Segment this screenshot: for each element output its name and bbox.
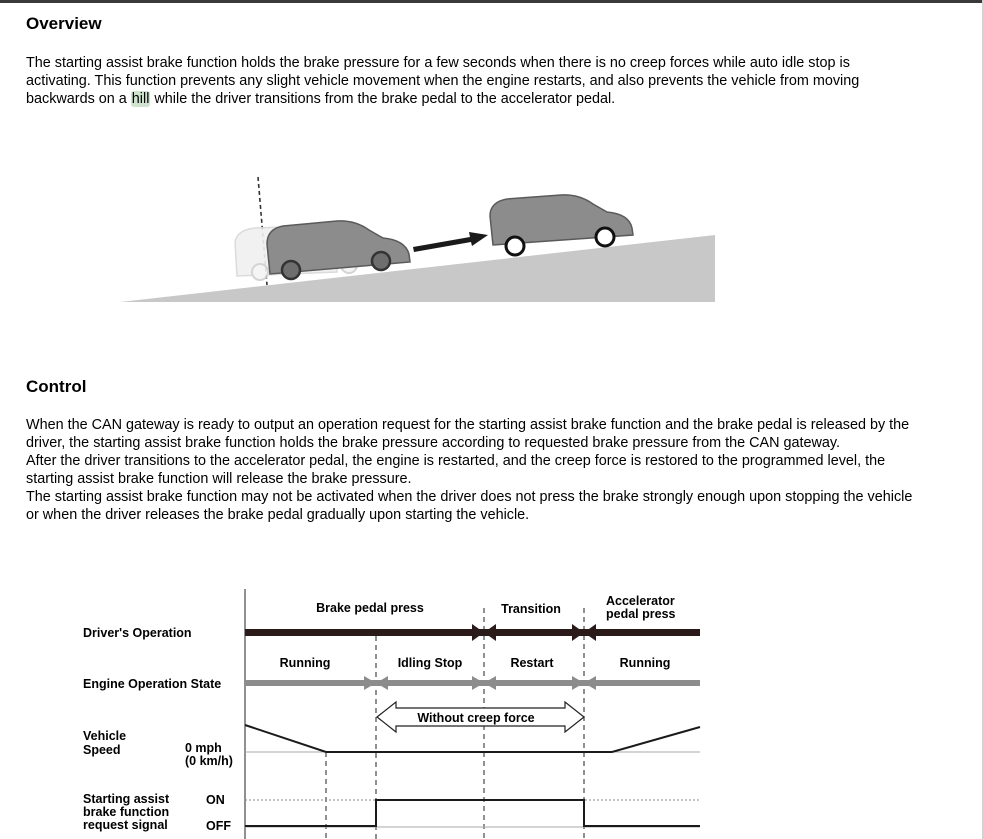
row-label-drivers-operation: Driver's Operation bbox=[83, 626, 192, 640]
zero-kmh-label: (0 km/h) bbox=[185, 754, 233, 768]
driver-arrowhead bbox=[484, 624, 496, 641]
row-label-engine-state: Engine Operation State bbox=[83, 677, 222, 691]
engine-arrowhead bbox=[364, 676, 376, 690]
slope bbox=[120, 235, 715, 302]
control-text bbox=[26, 416, 916, 524]
overview-text bbox=[26, 54, 916, 108]
top-border bbox=[0, 0, 983, 3]
driver-arrowhead bbox=[472, 624, 484, 641]
engine-arrowhead bbox=[376, 676, 388, 690]
hill-illustration bbox=[115, 172, 725, 307]
overview-heading: Overview bbox=[26, 14, 102, 33]
timing-chart bbox=[0, 585, 983, 839]
control-paragraph: The starting assist brake function may not be activated when the driver does not press the brake strongly enough upon stopping the vehicle or when the driver releases the brake pedal gradually upon starting the vehicle. bbox=[26, 489, 913, 523]
engine-arrowhead bbox=[484, 676, 496, 690]
driver-arrowhead bbox=[584, 624, 596, 641]
zero-mph-label: 0 mph bbox=[185, 741, 222, 755]
control-paragraph: After the driver transitions to the accelerator pedal, the engine is restarted, and the creep force is restored to the programmed level, the starting assist brake function will release the brake pressure. bbox=[26, 453, 886, 487]
row-label-request-signal: request signal bbox=[83, 818, 168, 832]
signal-off-label: OFF bbox=[206, 819, 231, 833]
signal-on-label: ON bbox=[206, 793, 225, 807]
row-label-vehicle-speed: Vehicle bbox=[83, 729, 127, 743]
forward-arrow bbox=[413, 232, 488, 252]
engine-state-running: Running bbox=[279, 656, 331, 670]
driver-arrowhead bbox=[572, 624, 584, 641]
phase-label-transition: Transition bbox=[501, 602, 561, 616]
control-paragraph: When the CAN gateway is ready to output an operation request for the starting assist brake function and the brake pedal is released by the driver, the starting assist brake function holds the brake pressure according to requested brake pressure from the CAN gateway. bbox=[26, 417, 910, 451]
speed-line bbox=[245, 725, 700, 752]
row-label-vehicle-speed: Speed bbox=[83, 743, 121, 757]
highlighted-word: hill bbox=[131, 91, 150, 107]
phase-label-accelerator: Accelerator bbox=[606, 594, 675, 608]
overview-text-part1: The starting assist brake function holds the brake pressure for a few seconds when there is no creep forces while auto idle stop is activating. This function prevents any slight vehicle movement when the engine restarts, and also prevents the vehicle from moving backwards on a bbox=[26, 55, 860, 107]
engine-state-running: Running bbox=[619, 656, 671, 670]
engine-state-idling-stop: Idling Stop bbox=[397, 656, 463, 670]
control-heading: Control bbox=[26, 377, 87, 396]
engine-state-restart: Restart bbox=[510, 656, 554, 670]
overview-text-part2: while the driver transitions from the brake pedal to the accelerator pedal. bbox=[150, 91, 616, 107]
row-label-request-signal: Starting assist bbox=[83, 792, 170, 806]
car-moved bbox=[490, 195, 633, 255]
phase-label-brake: Brake pedal press bbox=[316, 601, 424, 615]
engine-arrowhead bbox=[572, 676, 584, 690]
without-creep-force-label: Without creep force bbox=[417, 711, 535, 725]
row-label-request-signal: brake function bbox=[83, 805, 170, 819]
phase-label-accelerator: pedal press bbox=[606, 607, 676, 621]
signal-line bbox=[245, 800, 700, 826]
engine-arrowhead bbox=[584, 676, 596, 690]
car-stopped bbox=[267, 221, 410, 279]
engine-arrowhead bbox=[472, 676, 484, 690]
